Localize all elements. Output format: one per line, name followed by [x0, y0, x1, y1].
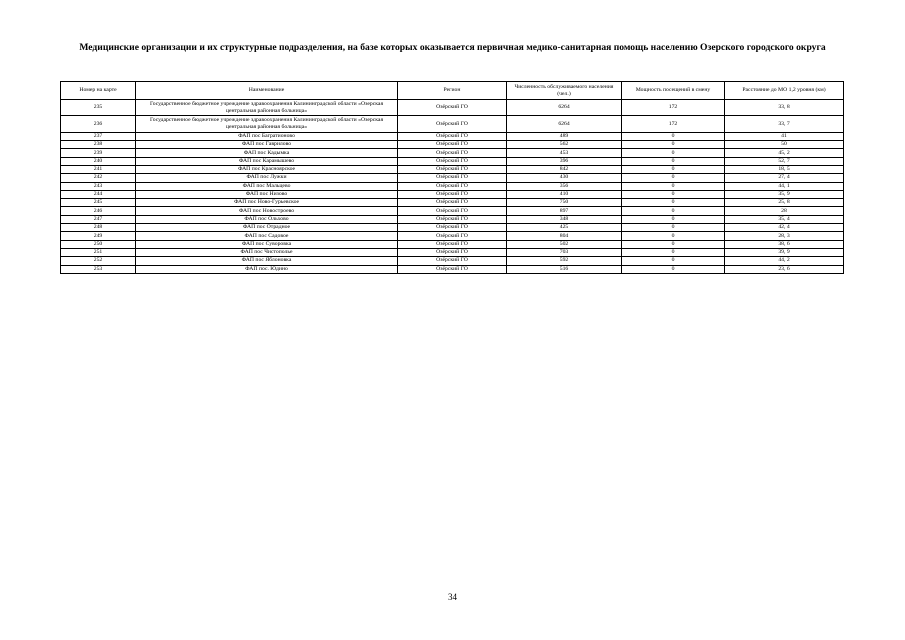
cell-visit-capacity: 0 — [622, 215, 725, 223]
cell-map-number: 242 — [61, 174, 136, 182]
cell-visit-capacity: 0 — [622, 207, 725, 215]
cell-visit-capacity: 0 — [622, 265, 725, 273]
cell-map-number: 243 — [61, 182, 136, 190]
cell-population: 425 — [507, 224, 622, 232]
cell-region: Озёрский ГО — [398, 141, 507, 149]
cell-distance: 33, 8 — [725, 100, 844, 116]
table-row — [61, 157, 844, 165]
cell-name: ФАП пос Отрадное — [136, 224, 398, 232]
cell-region: Озёрский ГО — [398, 165, 507, 173]
cell-map-number: 249 — [61, 232, 136, 240]
header-row — [61, 82, 844, 100]
cell-distance: 38, 6 — [725, 240, 844, 248]
cell-visit-capacity: 0 — [622, 257, 725, 265]
cell-population: 516 — [507, 265, 622, 273]
cell-visit-capacity: 0 — [622, 174, 725, 182]
cell-map-number: 252 — [61, 257, 136, 265]
table-row — [61, 240, 844, 248]
cell-name: ФАП пос Багратионово — [136, 132, 398, 140]
header-population: Численность обслуживаемого населения (чел.) — [507, 82, 622, 100]
table-row — [61, 165, 844, 173]
cell-map-number: 253 — [61, 265, 136, 273]
cell-name: ФАП пос Лужки — [136, 174, 398, 182]
cell-map-number: 247 — [61, 215, 136, 223]
table-header — [61, 82, 844, 100]
table-row — [61, 257, 844, 265]
table-row — [61, 232, 844, 240]
cell-visit-capacity: 0 — [622, 157, 725, 165]
cell-visit-capacity: 172 — [622, 116, 725, 132]
cell-population: 410 — [507, 190, 622, 198]
page-title: Медицинские организации и их структурные подразделения, на базе которых оказывается первичная медико-санитарная помощь населению Озерского городского округа — [79, 42, 826, 53]
cell-name: ФАП пос Чистополье — [136, 248, 398, 256]
header-distance: Расстояние до МО 1,2 уровня (км) — [725, 82, 844, 100]
header-region: Регион — [398, 82, 507, 100]
cell-region: Озёрский ГО — [398, 182, 507, 190]
cell-population: 750 — [507, 199, 622, 207]
cell-population: 489 — [507, 132, 622, 140]
cell-name: ФАП пос Низово — [136, 190, 398, 198]
cell-visit-capacity: 0 — [622, 240, 725, 248]
cell-map-number: 237 — [61, 132, 136, 140]
cell-map-number: 250 — [61, 240, 136, 248]
cell-population: 897 — [507, 207, 622, 215]
table-row — [61, 174, 844, 182]
cell-region: Озёрский ГО — [398, 190, 507, 198]
cell-visit-capacity: 0 — [622, 165, 725, 173]
table-row — [61, 265, 844, 273]
cell-map-number: 239 — [61, 149, 136, 157]
cell-name: ФАП пос Ольхово — [136, 215, 398, 223]
cell-visit-capacity: 0 — [622, 182, 725, 190]
table-row — [61, 100, 844, 116]
cell-visit-capacity: 0 — [622, 224, 725, 232]
cell-map-number: 241 — [61, 165, 136, 173]
cell-visit-capacity: 0 — [622, 149, 725, 157]
cell-population: 502 — [507, 240, 622, 248]
cell-map-number: 246 — [61, 207, 136, 215]
cell-distance: 25, 8 — [725, 199, 844, 207]
cell-region: Озёрский ГО — [398, 116, 507, 132]
cell-region: Озёрский ГО — [398, 257, 507, 265]
cell-region: Озёрский ГО — [398, 232, 507, 240]
table-row — [61, 248, 844, 256]
table-row — [61, 190, 844, 198]
cell-population: 348 — [507, 215, 622, 223]
cell-population: 842 — [507, 165, 622, 173]
cell-region: Озёрский ГО — [398, 174, 507, 182]
cell-distance: 39, 9 — [725, 248, 844, 256]
cell-distance: 52, 7 — [725, 157, 844, 165]
cell-population: 6264 — [507, 100, 622, 116]
cell-visit-capacity: 0 — [622, 248, 725, 256]
cell-distance: 44, 1 — [725, 182, 844, 190]
cell-distance: 28, 3 — [725, 232, 844, 240]
cell-name: ФАП пос Яблоновка — [136, 257, 398, 265]
cell-distance: 44, 2 — [725, 257, 844, 265]
cell-visit-capacity: 0 — [622, 190, 725, 198]
cell-map-number: 238 — [61, 141, 136, 149]
cell-name: ФАП пос Мальцево — [136, 182, 398, 190]
cell-name: ФАП пос Суворовка — [136, 240, 398, 248]
cell-region: Озёрский ГО — [398, 248, 507, 256]
cell-region: Озёрский ГО — [398, 265, 507, 273]
table-row — [61, 141, 844, 149]
cell-map-number: 240 — [61, 157, 136, 165]
table-body — [61, 100, 844, 274]
cell-visit-capacity: 0 — [622, 232, 725, 240]
table-row — [61, 132, 844, 140]
table-row — [61, 149, 844, 157]
cell-population: 804 — [507, 232, 622, 240]
medical-organizations-table — [60, 81, 844, 274]
cell-visit-capacity: 172 — [622, 100, 725, 116]
cell-visit-capacity: 0 — [622, 141, 725, 149]
cell-map-number: 236 — [61, 116, 136, 132]
cell-population: 562 — [507, 141, 622, 149]
cell-population: 356 — [507, 182, 622, 190]
cell-population: 6264 — [507, 116, 622, 132]
cell-region: Озёрский ГО — [398, 132, 507, 140]
cell-map-number: 244 — [61, 190, 136, 198]
cell-region: Озёрский ГО — [398, 157, 507, 165]
cell-distance: 35, 4 — [725, 215, 844, 223]
cell-region: Озёрский ГО — [398, 224, 507, 232]
cell-region: Озёрский ГО — [398, 149, 507, 157]
cell-name: ФАП пос Гаврилово — [136, 141, 398, 149]
cell-name: ФАП пос Кадымка — [136, 149, 398, 157]
table-row — [61, 116, 844, 132]
cell-region: Озёрский ГО — [398, 100, 507, 116]
cell-region: Озёрский ГО — [398, 207, 507, 215]
cell-region: Озёрский ГО — [398, 199, 507, 207]
cell-name: ФАП пос Красноярское — [136, 165, 398, 173]
cell-distance: 42, 4 — [725, 224, 844, 232]
cell-region: Озёрский ГО — [398, 240, 507, 248]
cell-distance: 41 — [725, 132, 844, 140]
header-name: Наименование — [136, 82, 398, 100]
cell-map-number: 248 — [61, 224, 136, 232]
cell-population: 592 — [507, 257, 622, 265]
cell-name: ФАП пос Новостроево — [136, 207, 398, 215]
cell-distance: 50 — [725, 141, 844, 149]
cell-name: ФАП пос Садовое — [136, 232, 398, 240]
cell-distance: 35, 9 — [725, 190, 844, 198]
cell-distance: 23, 6 — [725, 265, 844, 273]
cell-population: 430 — [507, 174, 622, 182]
cell-map-number: 245 — [61, 199, 136, 207]
cell-population: 453 — [507, 149, 622, 157]
table-row — [61, 199, 844, 207]
cell-map-number: 251 — [61, 248, 136, 256]
cell-distance: 33, 7 — [725, 116, 844, 132]
cell-distance: 28 — [725, 207, 844, 215]
cell-region: Озёрский ГО — [398, 215, 507, 223]
cell-name: ФАП пос Карамышево — [136, 157, 398, 165]
cell-name: ФАП пос Ново-Гурьевское — [136, 199, 398, 207]
header-map-number: Номер на карте — [61, 82, 136, 100]
cell-map-number: 235 — [61, 100, 136, 116]
cell-distance: 27, 4 — [725, 174, 844, 182]
header-visit-capacity: Мощность посещений в смену — [622, 82, 725, 100]
table-row — [61, 207, 844, 215]
cell-visit-capacity: 0 — [622, 199, 725, 207]
cell-name: ФАП пос. Юдино — [136, 265, 398, 273]
page-number: 34 — [448, 592, 457, 602]
table-row — [61, 224, 844, 232]
cell-name: Государственное бюджетное учреждение здравоохранения Калининградской области «Озерская центральная районная больница» — [136, 116, 398, 132]
cell-distance: 18, 5 — [725, 165, 844, 173]
cell-visit-capacity: 0 — [622, 132, 725, 140]
cell-name: Государственное бюджетное учреждение здравоохранения Калининградской области «Озерская центральная районная больница» — [136, 100, 398, 116]
cell-distance: 45, 2 — [725, 149, 844, 157]
cell-population: 703 — [507, 248, 622, 256]
table-row — [61, 215, 844, 223]
table-row — [61, 182, 844, 190]
cell-population: 396 — [507, 157, 622, 165]
